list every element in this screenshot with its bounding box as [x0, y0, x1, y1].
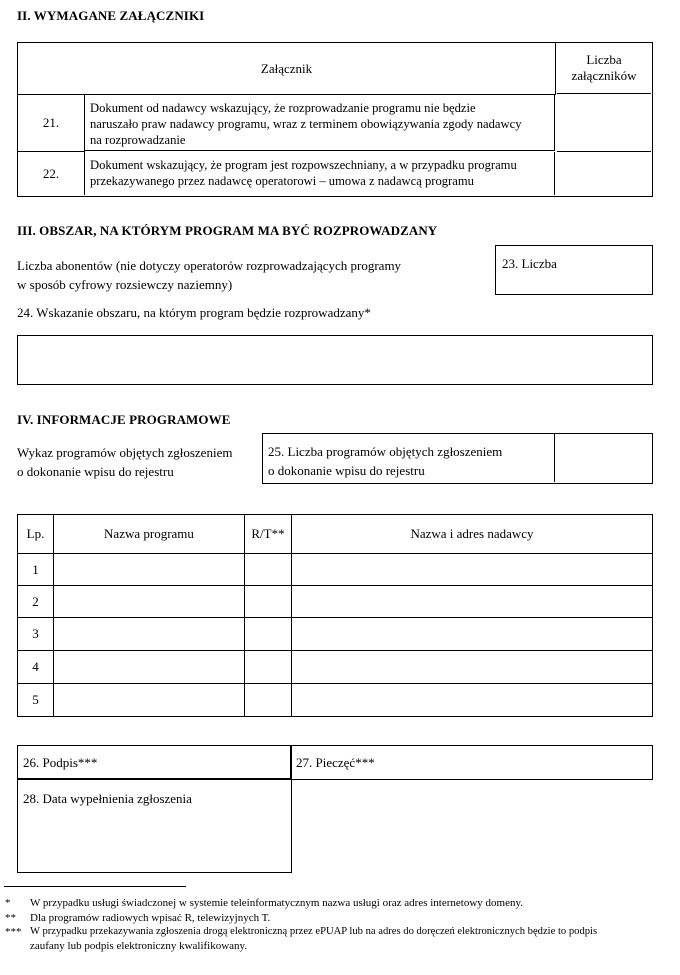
- section-2-title: II. WYMAGANE ZAŁĄCZNIKI: [17, 8, 205, 23]
- program-count-field[interactable]: [557, 434, 651, 482]
- row-number: 4: [18, 651, 54, 684]
- broadcaster-cell[interactable]: [292, 586, 653, 618]
- row-number: 22.: [42, 165, 60, 181]
- program-name-cell[interactable]: [54, 554, 245, 586]
- broadcaster-cell[interactable]: [292, 554, 653, 586]
- program-name-cell[interactable]: [54, 684, 245, 717]
- broadcaster-cell[interactable]: [292, 618, 653, 651]
- attachment-count-field[interactable]: [557, 152, 651, 195]
- programs-table: [17, 514, 653, 717]
- table-row: [18, 618, 653, 651]
- column-header-count-2: załączników: [571, 68, 637, 83]
- footnote-mark: ***: [5, 926, 22, 938]
- field-24-label: 24. Wskazanie obszaru, na którym program będzie rozprowadzany*: [17, 305, 371, 320]
- program-count-box: [262, 433, 653, 484]
- signature-field[interactable]: [17, 745, 292, 780]
- footnote-mark: **: [5, 912, 16, 924]
- column-header-attachment: Załącznik: [260, 60, 313, 76]
- attachment-description: Dokument od nadawcy wskazujący, że rozprowadzanie programu nie będzie: [90, 101, 476, 115]
- field-25-label: 25. Liczba programów objętych zgłoszeniem: [268, 444, 503, 459]
- field-28-label: 28. Data wypełnienia zgłoszenia: [23, 791, 192, 806]
- field-26-label: 26. Podpis***: [23, 755, 98, 770]
- program-name-cell[interactable]: [54, 586, 245, 618]
- broadcaster-cell[interactable]: [292, 684, 653, 717]
- attachment-description: przekazywanego przez nadawcę operatorowi – umowa z nadawcą programu: [90, 174, 474, 188]
- field-23-label: 23. Liczba: [502, 256, 557, 271]
- subscribers-label: Liczba abonentów (nie dotyczy operatorów rozprowadzających programy: [17, 258, 402, 273]
- attachment-description: na rozprowadzanie: [90, 133, 186, 147]
- footnote-divider: [4, 886, 186, 887]
- column-header-broadcaster: Nazwa i adres nadawcy: [292, 515, 653, 554]
- area-field[interactable]: [17, 335, 653, 385]
- program-name-cell[interactable]: [54, 651, 245, 684]
- row-number: 21.: [42, 115, 60, 130]
- attachments-table: [17, 42, 653, 197]
- table-row: [18, 684, 653, 717]
- row-number: 2: [18, 586, 54, 618]
- date-field[interactable]: [17, 778, 292, 873]
- program-name-cell[interactable]: [54, 618, 245, 651]
- row-number: 3: [18, 618, 54, 651]
- footnote-mark: *: [5, 897, 11, 909]
- row-number: 1: [18, 554, 54, 586]
- stamp-field[interactable]: [290, 745, 653, 780]
- rt-cell[interactable]: [245, 586, 292, 618]
- subscribers-count-field[interactable]: [495, 245, 653, 295]
- column-header-lp: Lp.: [18, 515, 54, 554]
- rt-cell[interactable]: [245, 618, 292, 651]
- column-header-program-name: Nazwa programu: [54, 515, 245, 554]
- program-list-label: Wykaz programów objętych zgłoszeniem: [17, 445, 233, 460]
- broadcaster-cell[interactable]: [292, 651, 653, 684]
- rt-cell[interactable]: [245, 684, 292, 717]
- section-4-title: IV. INFORMACJE PROGRAMOWE: [17, 412, 231, 427]
- table-row: [18, 586, 653, 618]
- attachment-description: Dokument wskazujący, że program jest rozpowszechniany, a w przypadku programu: [90, 158, 517, 172]
- subscribers-label-2: w sposób cyfrowy rozsiewczy naziemny): [17, 277, 233, 292]
- table-row: [18, 554, 653, 586]
- attachment-description: naruszało praw nadawcy programu, wraz z terminem obowiązywania zgody nadawcy: [90, 117, 522, 131]
- program-list-label-2: o dokonanie wpisu do rejestru: [17, 464, 174, 479]
- rt-cell[interactable]: [245, 651, 292, 684]
- table-row: [18, 651, 653, 684]
- field-27-label: 27. Pieczęć***: [296, 755, 375, 770]
- column-header-count: Liczba: [586, 52, 622, 67]
- row-number: 5: [18, 684, 54, 717]
- attachment-count-field[interactable]: [557, 95, 651, 152]
- rt-cell[interactable]: [245, 554, 292, 586]
- column-header-rt: R/T**: [245, 515, 292, 554]
- field-25-label-2: o dokonanie wpisu do rejestru: [268, 463, 425, 478]
- section-3-title: III. OBSZAR, NA KTÓRYM PROGRAM MA BYĆ ROZPROWADZANY: [17, 223, 438, 238]
